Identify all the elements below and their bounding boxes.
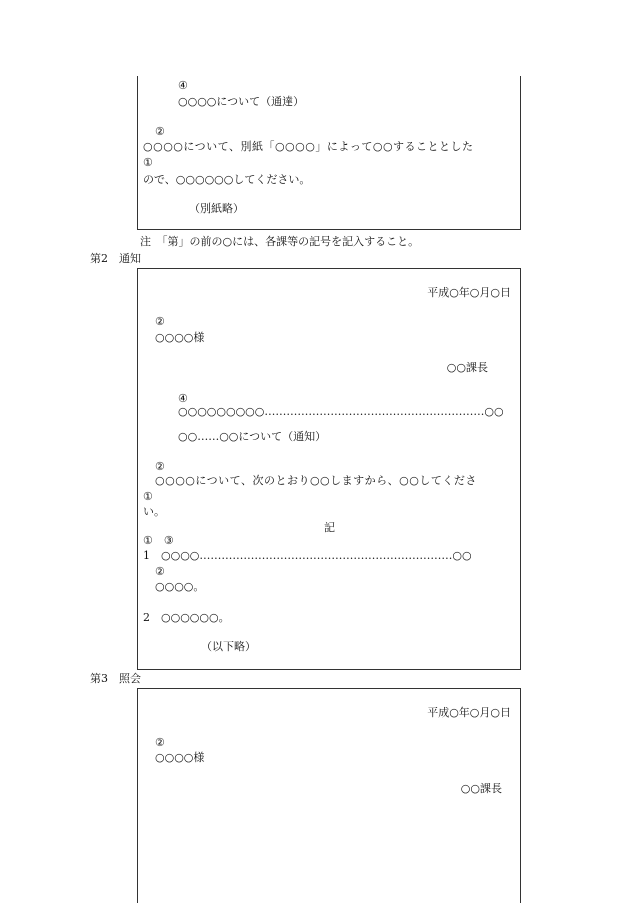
section-heading-inquiry: 第3 照会: [90, 672, 141, 685]
circle-two-mark: ②: [155, 125, 165, 138]
circle-one-mark: ①: [143, 156, 153, 169]
circle-two-mark: ②: [155, 736, 165, 749]
list-item-1: 1 ○○○○……………………………………………………………○○: [143, 549, 472, 562]
notification-frame: [137, 268, 521, 670]
notification-body-line-2: い。: [143, 505, 165, 518]
item-marks: ① ③: [143, 534, 174, 547]
notice-body-line-2: ので、○○○○○○してください。: [143, 173, 311, 186]
section-heading-notification: 第2 通知: [90, 252, 141, 265]
circle-four-mark: ④: [178, 392, 188, 405]
addressee: ○○○○様: [155, 751, 205, 764]
inquiry-frame: [137, 688, 521, 903]
document-date: 平成○年○月○日: [427, 706, 511, 719]
circle-four-mark: ④: [178, 79, 188, 92]
sender: ○○課長: [446, 361, 488, 374]
attachment-omitted: （別紙略）: [189, 202, 244, 215]
list-item-1-continued: ○○○○。: [155, 580, 205, 593]
footnote: 注 「第」の前の○には、各課等の記号を記入すること。: [140, 235, 420, 248]
document-date: 平成○年○月○日: [427, 286, 511, 299]
subject-line-2: ○○……○○について（通知）: [178, 430, 327, 443]
circle-two-mark: ②: [155, 315, 165, 328]
subject-line-1: ○○○○○○○○○……………………………………………………○○: [178, 405, 504, 418]
circle-one-mark: ①: [143, 490, 153, 503]
notice-body-line-1: ○○○○について、別紙「○○○○」によって○○することとした: [143, 140, 474, 153]
circle-two-mark: ②: [155, 460, 165, 473]
addressee: ○○○○様: [155, 331, 205, 344]
notification-body-line-1: ○○○○について、次のとおり○○しますから、○○してくださ: [155, 474, 477, 487]
remainder-omitted: （以下略）: [201, 640, 256, 653]
ki-heading: 記: [324, 521, 335, 534]
sender: ○○課長: [460, 782, 502, 795]
notice-subject: ○○○○について（通達）: [178, 95, 305, 108]
list-item-2: 2 ○○○○○○。: [143, 611, 230, 624]
circle-two-mark: ②: [155, 565, 165, 578]
